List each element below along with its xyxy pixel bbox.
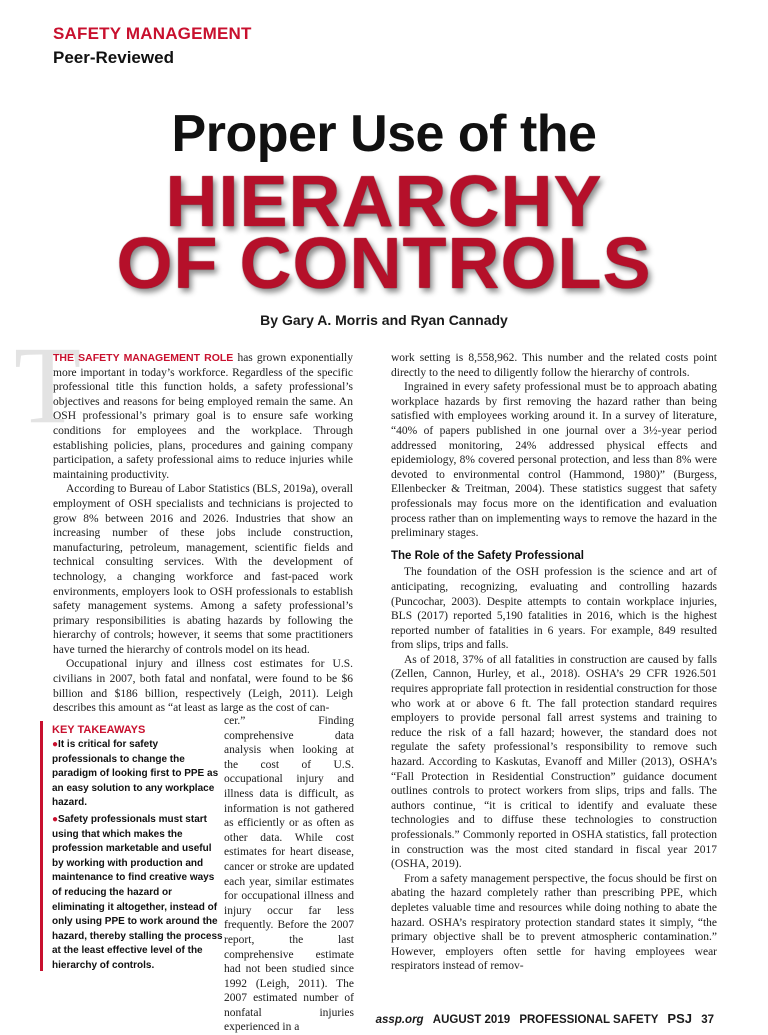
takeaway-item: ●It is critical for safety professionals to change the paradigm of looking first to PPE as an easy solution to any workplace hazard. bbox=[52, 739, 219, 809]
paragraph: From a safety management perspective, the focus should be first on abating the hazard completely rather than prescribing PPE, which depletes valuable time and resources while doing nothing to abate the hazard. OSHA’s respiratory protection standard states it simply, “the primary objective shall be to prevent atmospheric contamination.” However, employers often settle for having employees wear respirators instead of remov- bbox=[391, 872, 717, 973]
article-title-line2: HIERARCHY bbox=[165, 162, 603, 242]
review-label: Peer-Reviewed bbox=[53, 48, 174, 67]
paragraph: work setting is 8,558,962. This number and the related costs point directly to the need to diligently follow the hierarchy of controls. bbox=[391, 352, 717, 379]
footer-issue: AUGUST 2019 bbox=[432, 1014, 511, 1026]
column-2 bbox=[391, 351, 717, 974]
bullet-icon: ● bbox=[52, 813, 59, 825]
paragraph: As of 2018, 37% of all fatalities in construction are caused by falls (Zellen, Cannon, Hurley, et al., 2018). OSHA’s 29 CFR 1926.501 requires appropriate fall protection in residential construction for those who work at or above 6 ft. The fall protection standard requires employers to provide personal fall arrest systems and training to reduce the risk of a fall hazard; however, the standard does not regulate the safety professional’s responsibility to remove such hazard. According to Kaskutas, Evanoff and Miller (2013), OSHA’s “Fall Protection in Residential Construction” guidance document outlines controls to protect workers from slips, trips and falls. The authors continue, “it is critical to identify and evaluate these technologies and to diffuse these technologies to construction professionals.” Commonly reported in OSHA statistics, fall protection in construction was the most cited standard in fiscal year 2017 (OSHA, 2019). bbox=[391, 653, 717, 871]
paragraph: The foundation of the OSH profession is the science and art of anticipating, recognizing, evaluating and controlling hazards (Puncochar, 2003). Despite attempts to contain workplace injuries, BLS (2017) reported 5,190 fatalities in 2016, which is the highest reported number of fatalities in 6 years. For example, 849 resulted from slips, trips and falls. bbox=[391, 566, 717, 652]
lead-in: THE SAFETY MANAGEMENT ROLE bbox=[53, 352, 234, 364]
footer-site: assp.org bbox=[375, 1014, 424, 1026]
page-number: 37 bbox=[701, 1014, 714, 1026]
key-takeaways-box bbox=[40, 721, 224, 971]
paragraph: cer.” Finding comprehensive data analysis when looking at the cost of U.S. occupational injury and illness data is difficult, as information is not gathered as efficiently or as often as other data. While cost estimates for heart disease, cancer or stroke are updated each year, similar estimates for occupational illness and injury occur far less frequently. Before the 2007 report, the last comprehensive estimate had not been studied since 1992 (Leigh, 2011). The 2007 estimated number of nonfatal injuries experienced in a bbox=[224, 715, 354, 1034]
paragraph: Ingrained in every safety professional must be to approach abating workplace hazards by first removing the hazard rather than being satisfied with employees working around it. In a survey of literature, “40% of papers published in one journal over a 3½-year period addressed monitoring, 24% addressed physical effects and epidemiology, 8% covered personal protection, and less than 8% were devoted to environmental control (Hammond, 1980)” (Burgess, Ellenbecker & Treitman, 2004). These statistics suggest that safety professionals may focus more on the identification and evaluation process rather than on implementing ways to remove the hazard in the preliminary stages. bbox=[391, 381, 717, 540]
paragraph bbox=[53, 351, 353, 482]
section-heading: The Role of the Safety Professional bbox=[391, 549, 584, 562]
column-1 bbox=[53, 351, 353, 716]
column-1-continued bbox=[224, 714, 354, 1035]
paragraph: According to Bureau of Labor Statistics (BLS, 2019a), overall employment of OSH specialists and technicians is projected to grow 8% between 2016 and 2026. Industries that show an increasing number of these jobs include construction, manufacturing, petroleum, management, scientific fields and technical consulting services. With the development of technology, a changing workforce and fast-paced work environments, employers look to OSH professionals to establish safety management systems. Among a safety professional’s primary responsibilities is abating hazards by following the hierarchy of controls; however, it seems that some practitioners have turned the hierarchy of controls model on its head. bbox=[53, 483, 353, 656]
drop-cap: T bbox=[14, 324, 82, 446]
bullet-icon: ● bbox=[52, 739, 59, 750]
takeaway-item: ●Safety professionals must start using that which makes the profession marketable and useful by working with production and maintenance to find creative ways of reducing the hazard or eliminating it altogether, instead of only using PPE to work around the hazard, thereby stalling the process at the least effective level of the hierarchy of controls. bbox=[52, 813, 223, 971]
key-takeaways-title: KEY TAKEAWAYS bbox=[52, 724, 146, 736]
byline: By Gary A. Morris and Ryan Cannady bbox=[260, 312, 508, 328]
paragraph: Occupational injury and illness cost estimates for U.S. civilians in 2007, both fatal and nonfatal, were found to be $6 billion and $186 billion, respectively (Leigh, 2011). Leigh describes this amount as “at least as large as the cost of can- bbox=[53, 658, 353, 715]
footer-journal: PROFESSIONAL SAFETY bbox=[519, 1014, 659, 1026]
footer-journal-abbr: PSJ bbox=[667, 1011, 692, 1026]
article-title-line1: Proper Use of the bbox=[171, 105, 597, 163]
section-label: SAFETY MANAGEMENT bbox=[53, 24, 252, 43]
paragraph-text: has grown exponentially more important in today’s workforce. Regardless of the specific professional title this function holds, a safety professional’s objectives and reasons for being employed remain the same. An OSH professional’s primary goal is to ensure safe working conditions for employees and the workplace. Through establishing policies, plans, procedures and gaining company participation, a safety professional aims to reduce injuries while maintaining productivity. bbox=[53, 352, 353, 481]
article-title-line3: OF CONTROLS bbox=[116, 224, 652, 304]
